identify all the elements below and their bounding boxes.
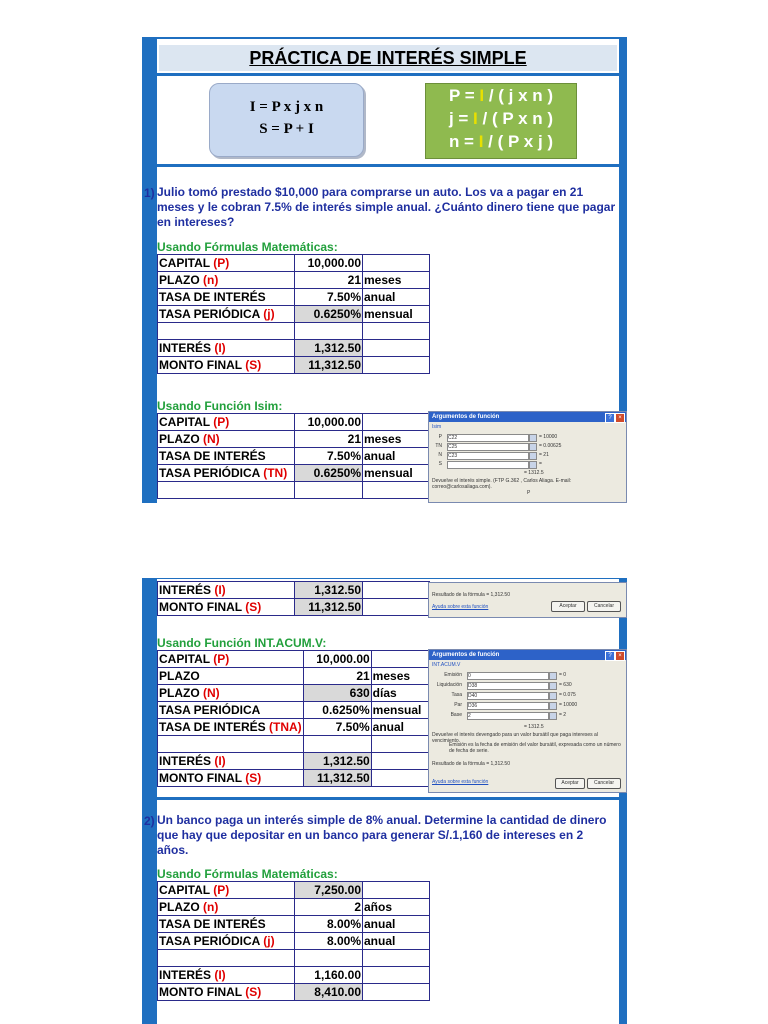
argument-description: Emisión es la fecha de emisión del valor bursátil, expresada como un número de fecha de serie. xyxy=(449,742,621,754)
row-unit: años xyxy=(363,899,430,916)
row-label: TASA DE INTERÉS xyxy=(158,916,295,933)
row-label: INTERÉS (I) xyxy=(158,340,295,357)
help-icon[interactable]: ? xyxy=(605,651,615,661)
table-row xyxy=(158,255,430,272)
close-icon[interactable]: × xyxy=(615,651,625,661)
function-description: Devuelve el interés devengado para un valor bursátil que paga intereses al vencimiento. xyxy=(432,732,598,744)
argument-name: S xyxy=(438,461,442,467)
argument-name: Base xyxy=(450,712,462,718)
table-row xyxy=(158,340,430,357)
cancel-button[interactable]: Cancelar xyxy=(587,601,621,612)
row-label xyxy=(158,736,304,753)
row-unit xyxy=(363,323,430,340)
close-icon[interactable]: × xyxy=(615,413,625,423)
table-row xyxy=(158,668,439,685)
data-table xyxy=(157,650,439,787)
argument-input[interactable]: C25 xyxy=(447,443,529,451)
row-value: 11,312.50 xyxy=(295,599,363,616)
argument-result: = 0.00625 xyxy=(539,443,562,449)
row-value: 1,312.50 xyxy=(295,582,363,599)
argument-result: = 0.075 xyxy=(559,692,576,698)
practice-sheet-top xyxy=(142,37,627,503)
table-row xyxy=(158,899,430,916)
formula-j: j = I / ( P x n ) xyxy=(448,109,554,128)
row-unit: anual xyxy=(363,448,430,465)
row-value: 7.50% xyxy=(303,719,371,736)
help-link[interactable]: Ayuda sobre esta función xyxy=(432,779,489,785)
row-value: 7.50% xyxy=(295,289,363,306)
section-heading: Usando Función INT.ACUM.V: xyxy=(157,636,327,650)
row-unit: anual xyxy=(363,289,430,306)
practice-sheet-bottom xyxy=(142,578,627,1024)
argument-name: Tasa xyxy=(451,692,462,698)
argument-hint: P xyxy=(527,490,531,496)
table-row xyxy=(158,984,430,1001)
row-value xyxy=(295,482,363,499)
table-row xyxy=(158,702,439,719)
collapse-icon[interactable] xyxy=(529,461,537,469)
formula-n: n = I / ( P x j ) xyxy=(448,132,554,151)
row-unit xyxy=(363,357,430,374)
row-unit xyxy=(363,967,430,984)
row-label: PLAZO (n) xyxy=(158,899,295,916)
table-row xyxy=(158,306,430,323)
divider xyxy=(157,164,619,167)
table-row xyxy=(158,651,439,668)
data-table xyxy=(157,413,430,499)
row-value: 0.6250% xyxy=(303,702,371,719)
row-unit xyxy=(363,582,430,599)
row-label: CAPITAL (P) xyxy=(158,651,304,668)
formula-box-green xyxy=(425,83,577,159)
row-value: 8.00% xyxy=(295,916,363,933)
table-row xyxy=(158,719,439,736)
row-value: 11,312.50 xyxy=(303,770,371,787)
row-label: TASA PERIÓDICA (TN) xyxy=(158,465,295,482)
table-row xyxy=(158,882,430,899)
row-value: 10,000.00 xyxy=(303,651,371,668)
table-row xyxy=(158,599,430,616)
table-row xyxy=(158,357,430,374)
row-label: CAPITAL (P) xyxy=(158,255,295,272)
row-value: 8,410.00 xyxy=(295,984,363,1001)
row-value: 11,312.50 xyxy=(295,357,363,374)
table-row xyxy=(158,289,430,306)
table-row xyxy=(158,967,430,984)
row-label: MONTO FINAL (S) xyxy=(158,357,295,374)
row-label: INTERÉS (I) xyxy=(158,967,295,984)
table-row xyxy=(158,582,430,599)
row-label: MONTO FINAL (S) xyxy=(158,984,295,1001)
row-value: 21 xyxy=(295,272,363,289)
cancel-button[interactable]: Cancelar xyxy=(587,778,621,789)
collapse-icon[interactable] xyxy=(529,434,537,442)
row-unit: días xyxy=(371,685,438,702)
row-label: MONTO FINAL (S) xyxy=(158,770,304,787)
row-value xyxy=(295,323,363,340)
row-label: PLAZO xyxy=(158,668,304,685)
row-label: PLAZO (N) xyxy=(158,685,304,702)
table-row xyxy=(158,770,439,787)
row-value: 10,000.00 xyxy=(295,255,363,272)
row-unit xyxy=(363,599,430,616)
row-value: 2 xyxy=(295,899,363,916)
table-row xyxy=(158,736,439,753)
row-label: CAPITAL (P) xyxy=(158,882,295,899)
argument-name: Par xyxy=(454,702,462,708)
row-label: PLAZO (n) xyxy=(158,272,295,289)
table-row xyxy=(158,685,439,702)
argument-name: Emisión xyxy=(444,672,462,678)
argument-result: = 21 xyxy=(539,452,549,458)
row-value: 1,160.00 xyxy=(295,967,363,984)
dialog-title: Argumentos de función xyxy=(429,650,626,660)
row-value: 10,000.00 xyxy=(295,414,363,431)
formula-p: P = I / ( j x n ) xyxy=(448,86,554,105)
argument-result: = 630 xyxy=(559,682,572,688)
row-unit xyxy=(363,340,430,357)
row-unit xyxy=(363,255,430,272)
argument-input[interactable]: D36 xyxy=(467,702,549,710)
table-row xyxy=(158,465,430,482)
row-unit: anual xyxy=(363,916,430,933)
row-label: INTERÉS (I) xyxy=(158,753,304,770)
row-label: MONTO FINAL (S) xyxy=(158,599,295,616)
row-value: 1,312.50 xyxy=(295,340,363,357)
row-label: TASA PERIÓDICA (j) xyxy=(158,933,295,950)
data-table xyxy=(157,881,430,1001)
row-value xyxy=(303,736,371,753)
row-unit xyxy=(363,984,430,1001)
argument-name: TN xyxy=(435,443,442,449)
collapse-icon[interactable] xyxy=(549,692,557,700)
row-label: TASA DE INTERÉS xyxy=(158,448,295,465)
row-unit xyxy=(363,882,430,899)
help-icon[interactable]: ? xyxy=(605,413,615,423)
ok-button[interactable]: Aceptar xyxy=(551,601,585,612)
row-label: PLAZO (N) xyxy=(158,431,295,448)
row-value: 21 xyxy=(295,431,363,448)
row-label xyxy=(158,482,295,499)
row-unit: meses xyxy=(371,668,438,685)
argument-name: N xyxy=(438,452,442,458)
row-unit: anual xyxy=(371,719,438,736)
row-unit xyxy=(363,482,430,499)
row-unit: mensual xyxy=(371,702,438,719)
row-unit xyxy=(363,414,430,431)
question-number: 2) xyxy=(144,814,155,828)
question-number: 1) xyxy=(144,186,155,200)
row-label: TASA PERIÓDICA xyxy=(158,702,304,719)
data-table xyxy=(157,254,430,374)
argument-input[interactable]: C22 xyxy=(447,434,529,442)
argument-result: = 2 xyxy=(559,712,567,718)
argument-result: = 10000 xyxy=(539,434,558,440)
section-heading: Usando Fórmulas Matemáticas: xyxy=(157,867,338,881)
collapse-icon[interactable] xyxy=(549,712,557,720)
formula-interest: I = P x j x n xyxy=(249,99,324,115)
function-arguments-dialog-2 xyxy=(428,649,627,793)
function-name: Isim xyxy=(432,424,442,430)
formula-result: Resultado de la fórmula = 1,312.50 xyxy=(432,592,510,598)
row-value: 630 xyxy=(303,685,371,702)
argument-name: Liquidación xyxy=(436,682,462,688)
row-label: INTERÉS (I) xyxy=(158,582,295,599)
table-row xyxy=(158,323,430,340)
section-heading: Usando Fórmulas Matemáticas: xyxy=(157,240,338,254)
collapse-icon[interactable] xyxy=(529,443,537,451)
table-row xyxy=(158,482,430,499)
row-unit: meses xyxy=(363,272,430,289)
table-row xyxy=(158,448,430,465)
row-label: TASA DE INTERÉS (TNA) xyxy=(159,720,302,734)
table-row xyxy=(158,272,430,289)
argument-result: = 0 xyxy=(559,672,567,678)
row-value: 0.6250% xyxy=(295,306,363,323)
collapse-icon[interactable] xyxy=(529,452,537,460)
row-unit: mensual xyxy=(363,306,430,323)
collapse-icon[interactable] xyxy=(549,672,557,680)
question-text: Un banco paga un interés simple de 8% anual. Determine la cantidad de dinero que hay que depositar en un banco para generar S/.1,160 de intereses en 2 años. xyxy=(157,813,607,857)
argument-result: = 10000 xyxy=(559,702,578,708)
argument-input[interactable]: 2 xyxy=(467,712,549,720)
help-link[interactable]: Ayuda sobre esta función xyxy=(432,604,489,610)
table-row xyxy=(158,933,430,950)
argument-input[interactable] xyxy=(447,461,529,469)
ok-button[interactable]: Aceptar xyxy=(555,778,585,789)
function-name: INT.ACUM.V xyxy=(432,662,461,668)
divider xyxy=(157,73,619,76)
row-value: 0.6250% xyxy=(295,465,363,482)
argument-input[interactable]: D38 xyxy=(467,682,549,690)
row-value: 21 xyxy=(303,668,371,685)
collapse-icon[interactable] xyxy=(549,682,557,690)
row-unit xyxy=(363,950,430,967)
argument-input[interactable]: 0 xyxy=(467,672,549,680)
row-unit: meses xyxy=(363,431,430,448)
collapse-icon[interactable] xyxy=(549,702,557,710)
formula-scroll xyxy=(209,83,364,157)
table-row xyxy=(158,916,430,933)
argument-name: P xyxy=(438,434,442,440)
row-value: 1,312.50 xyxy=(303,753,371,770)
divider xyxy=(157,797,619,800)
function-arguments-dialog-bottom xyxy=(428,582,627,618)
argument-result: = xyxy=(539,461,542,467)
row-label: TASA DE INTERÉS xyxy=(158,289,295,306)
table-row xyxy=(158,431,430,448)
function-description: Devuelve el interés simple. (FTP G.362 , Carlos Aliaga. E-mail: correo@carlosaliaga.com). xyxy=(432,478,572,490)
row-unit: anual xyxy=(363,933,430,950)
row-label: TASA PERIÓDICA (j) xyxy=(158,306,295,323)
function-result: = 1312.5 xyxy=(524,470,544,476)
table-row xyxy=(158,414,430,431)
row-label xyxy=(158,950,295,967)
argument-input[interactable]: D40 xyxy=(467,692,549,700)
formula-amount: S = P + I xyxy=(259,121,314,137)
row-label xyxy=(158,323,295,340)
row-value: 7,250.00 xyxy=(295,882,363,899)
argument-input[interactable]: C23 xyxy=(447,452,529,460)
function-arguments-dialog xyxy=(428,411,627,503)
row-value xyxy=(295,950,363,967)
table-row xyxy=(158,753,439,770)
row-label: CAPITAL (P) xyxy=(158,414,295,431)
function-result: = 1312.5 xyxy=(524,724,544,730)
table-row xyxy=(158,950,430,967)
dialog-title: Argumentos de función xyxy=(429,412,626,422)
row-value: 8.00% xyxy=(295,933,363,950)
page-title: PRÁCTICA DE INTERÉS SIMPLE xyxy=(159,45,617,71)
data-table xyxy=(157,581,430,616)
question-text: Julio tomó prestado $10,000 para comprarse un auto. Los va a pagar en 21 meses y le cobran 7.5% de interés simple anual. ¿Cuánto dinero tiene que pagar en intereses? xyxy=(157,185,616,229)
row-value: 7.50% xyxy=(295,448,363,465)
section-heading: Usando Función Isim: xyxy=(157,399,283,413)
row-unit: mensual xyxy=(363,465,430,482)
formula-result: Resultado de la fórmula = 1,312.50 xyxy=(432,761,510,767)
